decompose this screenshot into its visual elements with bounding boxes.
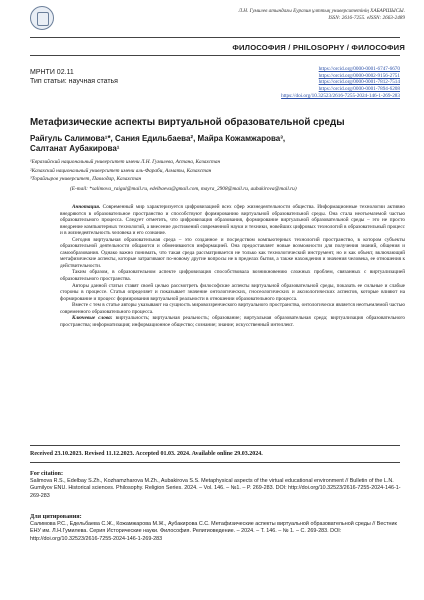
authors-line-2: Салтанат Аубакирова¹ — [30, 144, 120, 153]
journal-logo — [30, 6, 54, 30]
divider — [30, 445, 400, 446]
keywords-label: Ключевые слова: — [72, 315, 113, 322]
abstract-paragraph: Таким образом, в образовательном аспекте цифровизация способствовала возникновению сложных проблем, связанных с виртуализацией образовательного пространства. — [60, 269, 405, 283]
article-title: Метафизические аспекты виртуальной образовательной среды — [30, 117, 345, 128]
doi-link[interactable]: https://doi.org/10.32523/2616-7255-2024-146-1-269-283 — [281, 92, 400, 99]
affiliations — [30, 158, 400, 184]
article-type: Тип статьи: научная статья — [30, 78, 118, 85]
journal-line-1: Л.Н. Гумилев атындағы Еуразия ұлттық университетінің ХАБАРШЫСЫ. — [238, 8, 405, 14]
orcid-link-2[interactable]: https://orcid.org/0000-0002-9156-2751 — [318, 72, 400, 79]
section-heading: ФИЛОСОФИЯ / PHILOSOPHY / ФИЛОСОФИЯ — [232, 43, 405, 52]
abstract-paragraph: Авторы данной статьи ставят своей целью рассмотреть философские аспекты виртуальной образовательной среды, показать ее сильные и слабые стороны в процессе. Статья определяет и показывает значение онтологических, гносеологических и аксиологических аспектов, которые влияют на формирование и процесс формирования виртуальной реальности в отношении образовательного процесса. — [60, 282, 405, 302]
abstract-paragraph: Аннотация. Современный мир характеризуется цифровизацией всех сфер жизнедеятельности общества. Информационные технологии активно внедряются в образовательное пространство и способствуют формированию виртуальной образовательной среды. Она стала неотъемлемой частью образовательного процесса. Следует отметить, что цифровизация образования, формирование виртуальной образовательной среды – это не просто внедрение компьютерных технологий, а внесение достижений современной науки и техники, новейших цифровых технологий в образовательный процесс и в жизнедеятельность человека и его сознание. — [60, 204, 405, 237]
affiliation-3: ³Торайгыров университет, Павлодар, Казахстан — [30, 176, 142, 182]
citation-ru: Салимова Р.С., Едельбаева С.Ж., Кожамжарова М.Ж., Аубакирова С.С. Метафизические аспекты виртуальной образовательной среды // Вестник ЕНУ им. Л.Н.Гумилева. Серия Исторические науки. Философия. Религиоведение. – 2024. – Т. 146. – № 1. – С. 269-283. DOI: http://doi.org/10.32523/2616-7255-2024-146-1-269-283 — [30, 521, 397, 542]
keywords — [60, 315, 405, 328]
orcid-link-3[interactable]: https://orcid.org/0000-0001-7812-7514 — [318, 79, 400, 86]
received-dates: Received 23.10.2023. Revised 11.12.2023. Accepted 01.03. 2024. Available online 29.03.2024. — [30, 451, 263, 457]
citation-heading-en: For citation: — [30, 470, 64, 477]
citation-heading-ru: Для цитирования: — [30, 513, 82, 520]
author-list — [30, 134, 400, 154]
divider — [30, 55, 400, 56]
identifier-links — [281, 66, 400, 100]
affiliation-1: ¹Евразийский национальный университет имени Л.Н. Гумилева, Астана, Казахстан — [30, 159, 221, 165]
journal-header — [60, 8, 405, 22]
orcid-link-1[interactable]: https://orcid.org/0000-0001-6747-6670 — [318, 66, 400, 72]
citation-en: Salimova R.S., Edelbay S.Zh., Kozhamzharova M.Zh., Aubakirova S.S. Metaphysical aspects of the virtual educational environment // Bulletin of the L.N. Gumilyov ENU. Historical sciences. Philosophy. Religion Series. 2024. – Vol. 146. – №1. – P. 269-283. DOI: http://doi.org/10.32523/2616-7255-2024-146-1-269-283 — [30, 478, 401, 499]
divider — [30, 37, 400, 38]
authors-line-1: Райгуль Салимова¹*, Сания Едильбаева², Майра Кожамжарова³, — [30, 134, 286, 143]
keywords-text: виртуальность; виртуальная реальность; образование; виртуальная образовательная среда; виртуализация образовательного пространства; информатизация; информационное общество; сознание; знание; искусственный интеллект. — [60, 315, 406, 328]
mrnti-code: МРНТИ 02.11 — [30, 69, 74, 76]
abstract-paragraph: Сегодня виртуальная образовательная среда – это созданное и посредством компьютерных технологий пространство, в котором субъекты образовательной деятельности общаются и обмениваются информацией. Она предоставляет новые возможности для получения знаний, общения и самообразования. Однако важно понимать, что такая среда рассматривается не только как технологический инструмент, но и как объект, включающий метафизические аспекты, которые затрагивают по-новому другие вопросы не в пределах бытия, а также нахождения и значения человека, ее отношения к действительности. — [60, 236, 405, 269]
abstract-paragraph: Вместе с тем в статье авторы указывают на сущность мировоззренческого виртуального пространства, онтологически является неотъемлемой частью современного образовательного процесса. — [60, 302, 405, 315]
author-emails: (E-mail: *salimova_raigul@mail.ru, edelbaeva@gmail.com, mayra_2908@mail.ru, aubakirova@mail.ru) — [70, 186, 297, 192]
abstract — [60, 204, 405, 328]
divider — [30, 462, 400, 463]
affiliation-2: ²Казахский национальный университет имени аль-Фараби, Алматы, Казахстан — [30, 167, 212, 174]
abstract-label: Аннотация. — [72, 204, 101, 210]
journal-line-2: ISSN: 2616-7255. eISSN: 2663-2489 — [328, 15, 405, 21]
orcid-link-4[interactable]: https://orcid.org/0000-0001-7894-6208 — [318, 86, 400, 93]
